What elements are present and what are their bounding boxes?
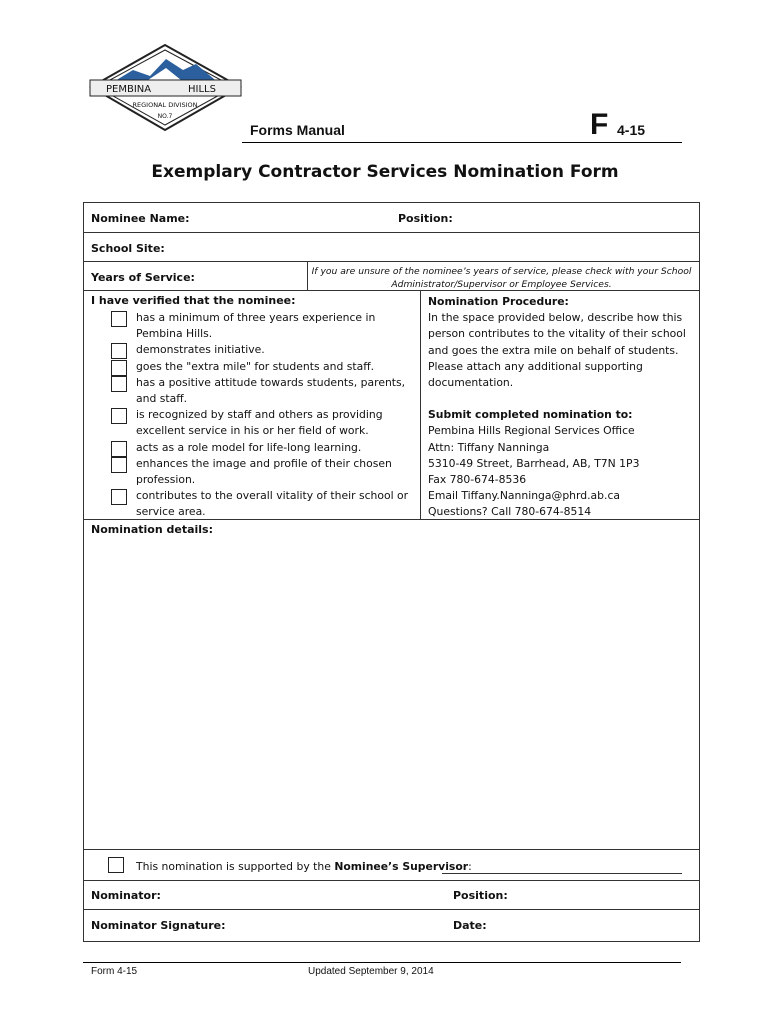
date-label: Date: <box>453 919 487 932</box>
email-address: Email Tiffany.Nanninga@phrd.ab.ca <box>428 489 621 503</box>
attention-line: Attn: Tiffany Nanninga <box>428 440 550 454</box>
nominee-name-label: Nominee Name: <box>91 212 190 225</box>
criterion-item <box>106 488 421 520</box>
years-of-service-note: If you are unsure of the nominee’s years of service, please check with your School Administrator/Supervisor or Employee Services. <box>311 266 692 290</box>
verified-heading: I have verified that the nominee: <box>91 294 296 307</box>
supervisor-name-line[interactable] <box>442 873 682 874</box>
criteria-list <box>106 310 421 521</box>
header-rule <box>242 142 682 143</box>
footer-form-number: Form 4-15 <box>91 966 138 977</box>
logo-name-1: PEMBINA <box>106 84 152 95</box>
fax-number: Fax 780-674-8536 <box>428 473 527 487</box>
position-label: Position: <box>398 212 453 225</box>
nomination-details-area[interactable] <box>88 539 694 844</box>
form-title: Exemplary Contractor Services Nomination Form <box>151 162 619 182</box>
criterion-item <box>106 342 421 358</box>
criterion-checkbox[interactable] <box>111 441 127 457</box>
row-divider <box>84 261 699 262</box>
logo-graphic <box>88 42 243 142</box>
column-divider <box>307 261 308 290</box>
criterion-text: enhances the image and profile of their chosen profession. <box>136 456 392 487</box>
submit-heading: Submit completed nomination to: <box>428 408 633 422</box>
form-number: 4-15 <box>617 122 646 138</box>
criterion-text: is recognized by staff and others as providing excellent service in his or her field of work. <box>136 408 383 438</box>
criterion-checkbox[interactable] <box>111 457 127 473</box>
procedure-heading: Nomination Procedure: <box>428 295 569 308</box>
footer-rule <box>83 962 681 963</box>
forms-manual-title: Forms Manual <box>250 122 345 138</box>
years-of-service-label: Years of Service: <box>91 271 195 284</box>
row-divider <box>84 909 699 910</box>
logo-name-2: HILLS <box>188 84 216 95</box>
logo-line-2: REGIONAL DIVISION <box>132 101 198 109</box>
criterion-text: has a minimum of three years experience in Pembina Hills. <box>136 311 376 341</box>
nomination-details-label: Nomination details: <box>91 523 213 536</box>
criterion-text: has a positive attitude towards students, parents, and staff. <box>136 375 406 406</box>
criterion-item <box>106 375 421 407</box>
criterion-checkbox[interactable] <box>111 311 127 327</box>
questions-line: Questions? Call 780-674-8514 <box>428 505 592 519</box>
criterion-item <box>106 310 421 342</box>
supervisor-text: This nomination is supported by the <box>136 860 335 873</box>
criterion-item <box>106 359 421 375</box>
footer-updated-date: Updated September 9, 2014 <box>308 966 434 977</box>
logo-line-3: NO.7 <box>157 113 173 120</box>
criterion-item <box>106 407 421 439</box>
office-name: Pembina Hills Regional Services Office <box>428 424 635 438</box>
criterion-text: goes the "extra mile" for students and staff. <box>136 359 375 373</box>
criterion-item <box>106 456 421 488</box>
school-site-label: School Site: <box>91 242 165 255</box>
criterion-checkbox[interactable] <box>111 408 127 424</box>
criterion-text: contributes to the overall vitality of their school or service area. <box>136 489 409 519</box>
office-address: 5310-49 Street, Barrhead, AB, T7N 1P3 <box>428 456 640 470</box>
row-divider <box>84 849 699 850</box>
nomination-procedure <box>428 294 690 521</box>
nominator-label: Nominator: <box>91 889 161 902</box>
criterion-text: acts as a role model for life-long learning. <box>136 440 362 454</box>
procedure-text: In the space provided below, describe how this person contributes to the vitality of their school and goes the extra mile on behalf of students. Please attach any additional supporting documentation. <box>428 311 686 390</box>
criterion-text: demonstrates initiative. <box>136 343 265 357</box>
nominator-signature-label: Nominator Signature: <box>91 919 226 932</box>
form-letter: F <box>590 108 609 141</box>
pembina-hills-logo <box>88 42 243 142</box>
criterion-checkbox[interactable] <box>111 376 127 392</box>
supervisor-bold: Nominee’s Supervisor <box>334 860 469 873</box>
nominator-position-label: Position: <box>453 889 508 902</box>
row-divider <box>84 880 699 881</box>
supervisor-checkbox[interactable] <box>108 857 124 873</box>
criterion-item <box>106 440 421 456</box>
criterion-checkbox[interactable] <box>111 489 127 505</box>
criterion-checkbox[interactable] <box>111 343 127 359</box>
supervisor-colon: : <box>468 860 472 873</box>
row-divider <box>84 232 699 233</box>
supervisor-statement <box>136 860 472 873</box>
criterion-checkbox[interactable] <box>111 360 127 376</box>
nomination-form-table <box>83 202 700 942</box>
